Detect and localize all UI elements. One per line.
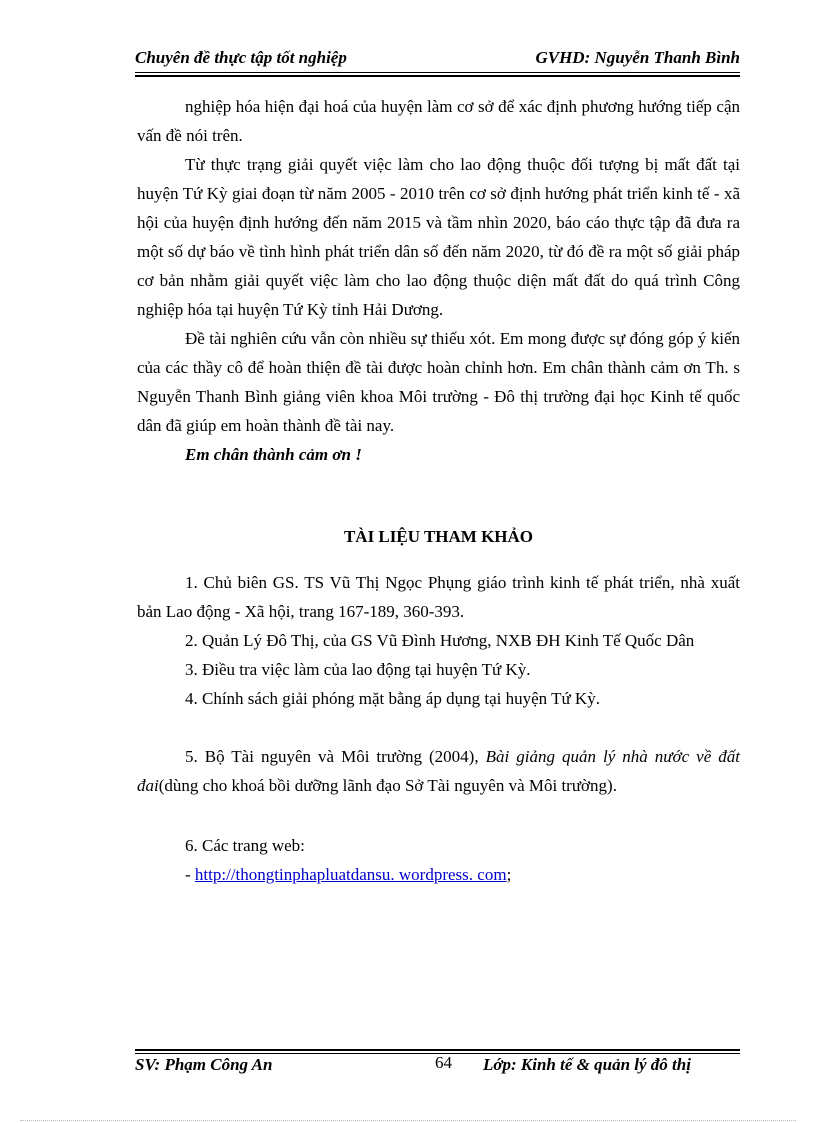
footer-rule-thick — [135, 1049, 740, 1051]
web-end: ; — [506, 865, 512, 884]
page-header — [135, 48, 740, 72]
reference-5 — [137, 742, 740, 800]
reference-2: 2. Quản Lý Đô Thị, của GS Vũ Đình Hương, NXB ĐH Kinh Tế Quốc Dân — [185, 631, 695, 650]
document-body — [137, 92, 740, 889]
paragraph-3: Đề tài nghiên cứu vẫn còn nhiều sự thiếu xót. Em mong được sự đóng góp ý kiến của các thầy cô để hoàn thiện đề tài được hoàn chỉnh hơn. Em chân thành cảm ơn Th. s Nguyễn Thanh Bình giảng viên khoa Môi trường - Đô thị trường đại học Kinh tế quốc dân đã giúp em hoàn thành đề tài nay. — [137, 329, 740, 435]
reference-4: 4. Chính sách giải phóng mặt bằng áp dụng tại huyện Tứ Kỳ. — [185, 689, 600, 708]
reference-1: 1. Chủ biên GS. TS Vũ Thị Ngọc Phụng giáo trình kinh tế phát triển, nhà xuất bản Lao động - Xã hội, trang 167-189, 360-393. — [137, 573, 740, 621]
web-link[interactable]: http://thongtinphapluatdansu. wordpress. com — [194, 865, 507, 884]
paragraph-2: Từ thực trạng giải quyết việc làm cho lao động thuộc đối tượng bị mất đất tại huyện Tứ Kỳ giai đoạn từ năm 2005 - 2010 trên cơ sở định hướng phát triển kinh tế - xã hội của huyện định hướng đến năm 2015 và tầm nhìn 2020, báo cáo thực tập đã đưa ra một số dự báo về tình hình phát triển dân số đến năm 2020, từ đó đề ra một số giải pháp cơ bản nhằm giải quyết việc làm cho lao động thuộc diện mất đất do quá trình Công nghiệp hóa tại huyện Tứ Kỳ tỉnh Hải Dương. — [137, 155, 740, 319]
reference-3: 3. Điều tra việc làm của lao động tại huyện Tứ Kỳ. — [185, 660, 531, 679]
page-edge-dotted-line — [20, 1120, 796, 1121]
header-rule-thin — [135, 72, 740, 73]
reference-5-title: Bài giảng quản lý nhà nước về đất đai — [137, 747, 740, 795]
header-rule-thick — [135, 75, 740, 77]
footer-student: SV: Phạm Công An — [135, 1055, 273, 1074]
reference-5-text: 5. Bộ Tài nguyên và Môi trường (2004), — [185, 747, 486, 766]
reference-5-note: (dùng cho khoá bồi dưỡng lãnh đạo Sở Tài nguyên và Môi trường). — [158, 776, 617, 795]
page-number: 64 — [435, 1053, 452, 1072]
reference-6: 6. Các trang web: — [185, 836, 305, 855]
header-title: Chuyên đề thực tập tốt nghiệp — [135, 48, 347, 67]
page-footer — [135, 1055, 740, 1079]
paragraph-1: nghiệp hóa hiện đại hoá của huyện làm cơ sở để xác định phương hướng tiếp cận vấn đề nói trên. — [137, 97, 740, 145]
thanks-line: Em chân thành cảm ơn ! — [185, 445, 362, 464]
web-link-line — [137, 860, 740, 889]
references-title: TÀI LIỆU THAM KHẢO — [343, 527, 534, 546]
footer-class: Lớp: Kinh tế & quản lý đô thị — [483, 1055, 691, 1074]
web-dash: - — [185, 865, 195, 884]
header-advisor: GVHD: Nguyễn Thanh Bình — [535, 48, 740, 67]
